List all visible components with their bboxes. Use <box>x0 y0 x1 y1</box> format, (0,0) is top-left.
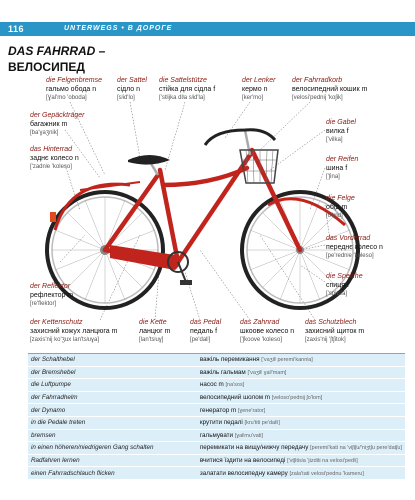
label-de: die Sattelstütze <box>159 77 207 84</box>
label-de: das Schutzblech <box>305 319 357 326</box>
label-sattel <box>117 76 147 103</box>
label-tr: [ker'mo] <box>242 95 264 101</box>
vocab-de: der Bremshebel <box>28 366 197 379</box>
vocab-row <box>28 467 405 480</box>
label-de: das Pedal <box>190 319 222 326</box>
label-tr: ['vilka] <box>326 137 343 143</box>
label-ru: шина f <box>326 165 348 172</box>
label-de: der Reifen <box>326 156 359 163</box>
vocab-transcription: [kru'titi pe'dalʲi] <box>244 420 280 427</box>
label-tr: [sʲid'lo] <box>117 95 135 101</box>
vocab-row <box>28 442 405 455</box>
label-tr: ['ʃkoove 'koleso] <box>240 337 282 343</box>
vocab-ru-cell <box>197 429 405 442</box>
label-pedal <box>190 318 221 345</box>
vocab-ru-cell <box>197 467 405 480</box>
label-de: der Kettenschutz <box>30 319 83 326</box>
vocab-transcription: ['vaʒilʲ ɣalʲ'mam] <box>247 369 287 376</box>
vocab-row <box>28 379 405 392</box>
label-kettenschutz <box>30 318 117 345</box>
label-felge <box>326 194 355 221</box>
label-ru: велосипедний кошик m <box>292 86 368 93</box>
vocab-de: der Fahrradhelm <box>28 391 197 404</box>
vocab-de: bremsen <box>28 429 197 442</box>
label-ru: педаль f <box>190 328 218 335</box>
page-number: 116 <box>8 24 25 34</box>
label-ru: гальмо обода n <box>46 86 97 93</box>
label-tr: [ba'ɣaʒnik] <box>30 130 59 136</box>
vocab-de: der Schalthebel <box>28 354 197 367</box>
label-tr: [o'bʲid] <box>326 213 343 219</box>
vocab-ru: велосипедний шолом m <box>199 394 271 402</box>
label-de: das Vorderrad <box>326 235 371 242</box>
label-tr: ['spitsʲa] <box>326 291 348 297</box>
label-tr: ['ʃina] <box>326 174 340 180</box>
vocab-ru: гальмувати <box>199 431 234 439</box>
label-de: das Zahnrad <box>240 319 280 326</box>
label-ru: сідло n <box>117 86 141 93</box>
vocab-de: Radfahren lernen <box>28 454 197 467</box>
vocab-de: in die Pedale treten <box>28 416 197 429</box>
label-tr: ['zadnʲe 'koleso] <box>30 164 72 170</box>
label-zahnrad <box>240 318 294 345</box>
vocabulary-table <box>28 353 405 480</box>
label-lenker <box>242 76 275 103</box>
label-de: die Kette <box>139 319 167 326</box>
label-de: die Felge <box>326 195 355 202</box>
vocab-ru: крутити педалі <box>199 419 243 427</box>
vocab-row <box>28 416 405 429</box>
label-tr: [re'flektor] <box>30 301 57 307</box>
label-de: der Sattel <box>117 77 147 84</box>
label-de: die Felgenbremse <box>46 77 103 84</box>
vocab-ru: важіль перемикання <box>199 356 260 364</box>
label-de: die Speiche <box>326 273 363 280</box>
vocab-de: die Luftpumpe <box>28 379 197 392</box>
label-felgenbremse <box>46 76 102 103</box>
label-reifen <box>326 155 358 182</box>
vocab-ru: насос m <box>199 381 224 389</box>
label-sattelstuetze <box>159 76 215 103</box>
vocab-ru: важіль гальмам <box>199 368 246 376</box>
vocab-transcription: [zala'tati velosi'pednu 'kameru] <box>289 470 364 477</box>
vocab-ru-cell <box>197 354 405 367</box>
label-ru: захисний щиток m <box>305 328 365 335</box>
label-tr: [velosi'pednij 'koʃik] <box>292 95 343 101</box>
vocab-ru-cell <box>197 404 405 417</box>
label-fahrradkorb <box>292 76 367 103</box>
vocab-ru-cell <box>197 379 405 392</box>
label-tr: [pe'dalʲ] <box>190 337 211 343</box>
vocab-row <box>28 404 405 417</box>
label-de: der Gepäckträger <box>30 112 85 119</box>
vocab-ru-cell <box>197 416 405 429</box>
vocab-transcription: [peremi'kati na 'viʃtʃu/'niʒtʃu pere'datʃu] <box>310 445 402 452</box>
vocab-ru-cell <box>197 454 405 467</box>
vocab-transcription: [na'sos] <box>225 382 245 389</box>
vocab-transcription: [ɣene'rator] <box>237 407 266 414</box>
label-de: der Lenker <box>242 77 276 84</box>
label-tr: [lan'tsʲuɣ] <box>139 337 164 343</box>
label-gepaecktraeger <box>30 111 84 138</box>
vocab-transcription: ['vaʒilʲ peremi'kannʲa] <box>261 357 313 364</box>
vocab-row <box>28 391 405 404</box>
label-vorderrad <box>326 234 383 261</box>
page-title-de: DAS FAHRRAD – <box>8 44 106 58</box>
label-hinterrad <box>30 145 79 172</box>
handlebar <box>205 130 275 145</box>
vocab-de: einen Fahrradschlauch flicken <box>28 467 197 480</box>
label-tr: [pe'rednʲe 'koleso] <box>326 253 374 259</box>
label-reflektor <box>30 282 73 309</box>
vocab-ru: залатати велосипедну камеру <box>199 469 288 477</box>
label-de: der Fahrradkorb <box>292 77 343 84</box>
reflector <box>50 212 56 222</box>
label-ru: вилка f <box>326 128 349 135</box>
saddle <box>128 155 170 165</box>
label-tr: [Ɣal'mo 'oboda] <box>46 95 87 101</box>
vocab-ru: вчитися їздити на велосипеді <box>199 457 286 465</box>
vocab-row <box>28 366 405 379</box>
label-ru: шкоове колесо n <box>240 328 295 335</box>
label-ru: переднє колесо n <box>326 244 383 251</box>
label-de: der Reflektor <box>30 283 71 290</box>
label-speiche <box>326 272 363 299</box>
vocab-ru: генератор m <box>199 406 237 414</box>
vocab-row <box>28 429 405 442</box>
vocab-transcription: [veloso'pednij ʃo'lom] <box>271 395 323 402</box>
vocab-ru-cell <box>197 442 405 455</box>
label-schutzblech <box>305 318 364 345</box>
label-ru: спиця f <box>326 282 349 289</box>
label-ru: заднє колесо n <box>30 155 79 162</box>
leader-lines <box>60 102 330 320</box>
pedal <box>180 280 192 285</box>
vocab-ru-cell <box>197 391 405 404</box>
label-ru: стійка для сідла f <box>159 86 216 93</box>
vocab-transcription: [ɣalʲmu'vati] <box>234 432 264 439</box>
label-tr: [zaxis'nij ko'ʒux lan'tsʲuɣa] <box>30 337 100 343</box>
page-title-ru: ВЕЛОСИПЕД <box>8 60 85 74</box>
vocab-row <box>28 354 405 367</box>
label-de: die Gabel <box>326 119 356 126</box>
vocab-de: der Dynamo <box>28 404 197 417</box>
label-ru: багажник m <box>30 121 68 128</box>
label-tr: ['stʲijka dlʲa sʲid'la] <box>159 95 205 101</box>
label-ru: захисний кожух ланцюга m <box>30 328 118 335</box>
label-ru: кермо n <box>242 86 268 93</box>
rear-fender <box>55 184 130 230</box>
label-ru: обід m <box>326 204 348 211</box>
vocab-ru: перемикати на вищу/нижчу передачу <box>199 444 309 452</box>
vocab-row <box>28 454 405 467</box>
label-gabel <box>326 118 356 145</box>
label-de: das Hinterrad <box>30 146 73 153</box>
label-ru: рефлектор m <box>30 292 74 299</box>
vocab-transcription: ['vtʃitisʲa 'jizditi na velosi'pedʲi] <box>287 458 358 465</box>
vocab-de: in einen höheren/niedrigeren Gang schalten <box>28 442 197 455</box>
stem <box>245 130 250 155</box>
label-tr: [zaxis'nij 'ʃtʃitok] <box>305 337 346 343</box>
label-ru: ланцюг m <box>139 328 171 335</box>
label-kette <box>139 318 170 345</box>
section-title: UNTERWEGS • В ДОРОГЕ <box>64 25 173 32</box>
vocab-ru-cell <box>197 366 405 379</box>
